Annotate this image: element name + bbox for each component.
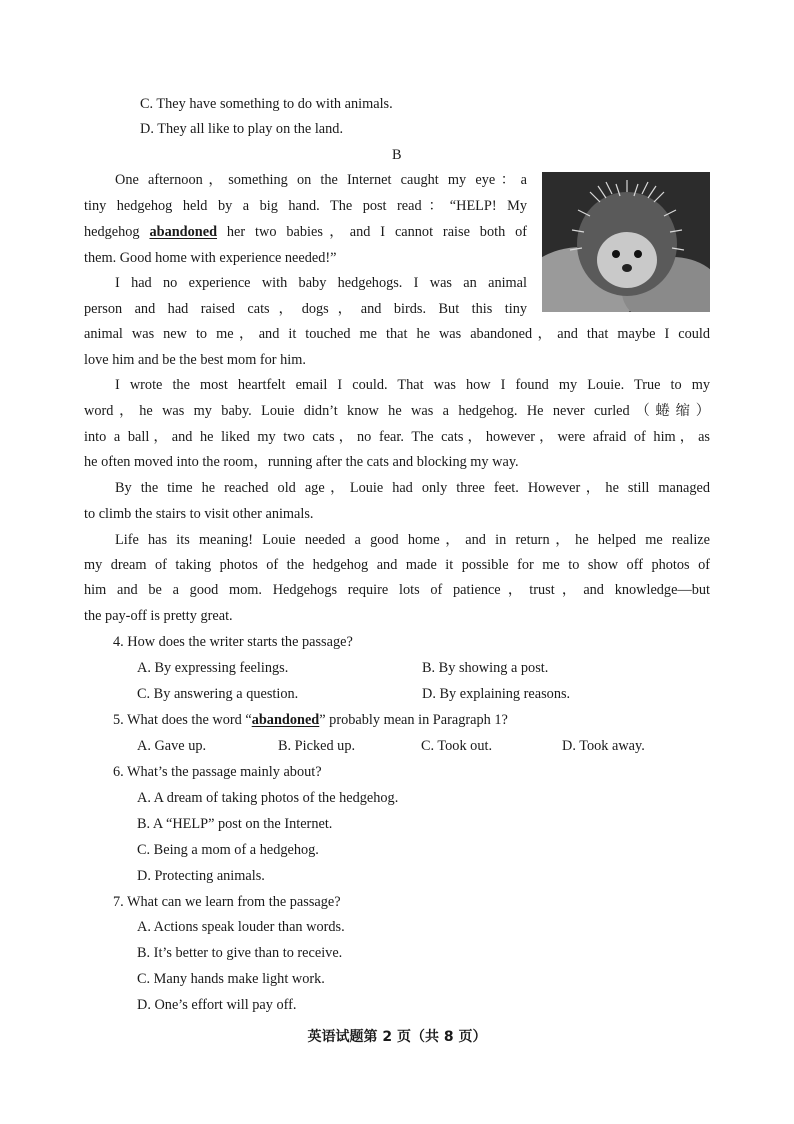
p1-line-1: One afternoon，something on the Internet caught my eye：a — [115, 172, 527, 188]
p4-line-1: By the time he reached old age，Louie had only three feet. However，he still managed — [115, 480, 710, 496]
q5-option-d: D. Took away. — [562, 738, 645, 754]
q4-option-a: A. By expressing feelings. — [137, 660, 289, 676]
p1-line-3: hedgehog abandoned her two babies，and I cannot raise both of — [84, 224, 527, 240]
p4-line-2: to climb the stairs to visit other animals. — [84, 506, 314, 522]
p5-line-3: him and be a good mom. Hedgehogs require lots of patience，trust，and knowledge—but — [84, 582, 710, 598]
p5-line-2: my dream of taking photos of the hedgehog and made it possible for me to show off photos of — [84, 557, 710, 573]
q4-stem: 4. How does the writer starts the passage? — [113, 634, 353, 650]
q7-option-a: A. Actions speak louder than words. — [137, 919, 345, 935]
page-footer: 英语试题第 2 页（共 8 页） — [307, 1029, 487, 1045]
q7-option-c: C. Many hands make light work. — [137, 971, 325, 987]
prev-option-c: C. They have something to do with animals. — [140, 96, 393, 112]
p2-line-3: animal was new to me，and it touched me that he was abandoned，and that maybe I could — [84, 326, 710, 342]
q6-stem: 6. What’s the passage mainly about? — [113, 764, 322, 780]
p1-line-4: them. Good home with experience needed!” — [84, 250, 337, 266]
q6-option-b: B. A “HELP” post on the Internet. — [137, 816, 333, 832]
p5-line-1: Life has its meaning! Louie needed a good home，and in return，he helped me realize — [115, 532, 710, 548]
p3-line-3: into a ball，and he liked my two cats，no fear. The cats，however，were afraid of him，as — [84, 429, 710, 445]
q5-abandoned-word: abandoned — [251, 712, 320, 728]
q5-option-a: A. Gave up. — [137, 738, 207, 754]
q7-option-d: D. One’s effort will pay off. — [137, 997, 297, 1013]
q6-option-d: D. Protecting animals. — [137, 868, 265, 884]
q5-stem: 5. What does the word “abandoned” probably mean in Paragraph 1? — [113, 712, 508, 728]
p1-line-2: tiny hedgehog held by a big hand. The post read：“HELP! My — [84, 198, 527, 214]
p3-line-4: he often moved into the room，running after the cats and blocking my way. — [84, 454, 519, 470]
q6-option-c: C. Being a mom of a hedgehog. — [137, 842, 319, 858]
p3-line-1: I wrote the most heartfelt email I could. That was how I found my Louie. True to my — [115, 377, 710, 393]
q5-option-b: B. Picked up. — [278, 738, 356, 754]
p2-line-1: I had no experience with baby hedgehogs. I was an animal — [115, 275, 527, 291]
q4-option-d: D. By explaining reasons. — [422, 686, 571, 702]
q7-stem: 7. What can we learn from the passage? — [113, 894, 341, 910]
p2-line-2: person and had raised cats，dogs，and birds. But this tiny — [84, 301, 527, 317]
p5-line-4: the pay-off is pretty great. — [84, 608, 233, 624]
abandoned-word: abandoned — [149, 224, 218, 240]
p3-line-2: word，he was my baby. Louie didn’t know he was a hedgehog. He never curled（蜷缩） — [84, 403, 710, 419]
section-label: B — [392, 147, 402, 163]
q7-option-b: B. It’s better to give than to receive. — [137, 945, 343, 961]
q4-option-c: C. By answering a question. — [137, 686, 299, 702]
prev-option-d: D. They all like to play on the land. — [140, 121, 344, 137]
q5-option-c: C. Took out. — [421, 738, 493, 754]
hedgehog-photo — [542, 172, 710, 312]
p2-line-4: love him and be the best mom for him. — [84, 352, 306, 368]
hedgehog-icon — [542, 172, 710, 312]
q6-option-a: A. A dream of taking photos of the hedgehog. — [137, 790, 399, 806]
q4-option-b: B. By showing a post. — [422, 660, 549, 676]
